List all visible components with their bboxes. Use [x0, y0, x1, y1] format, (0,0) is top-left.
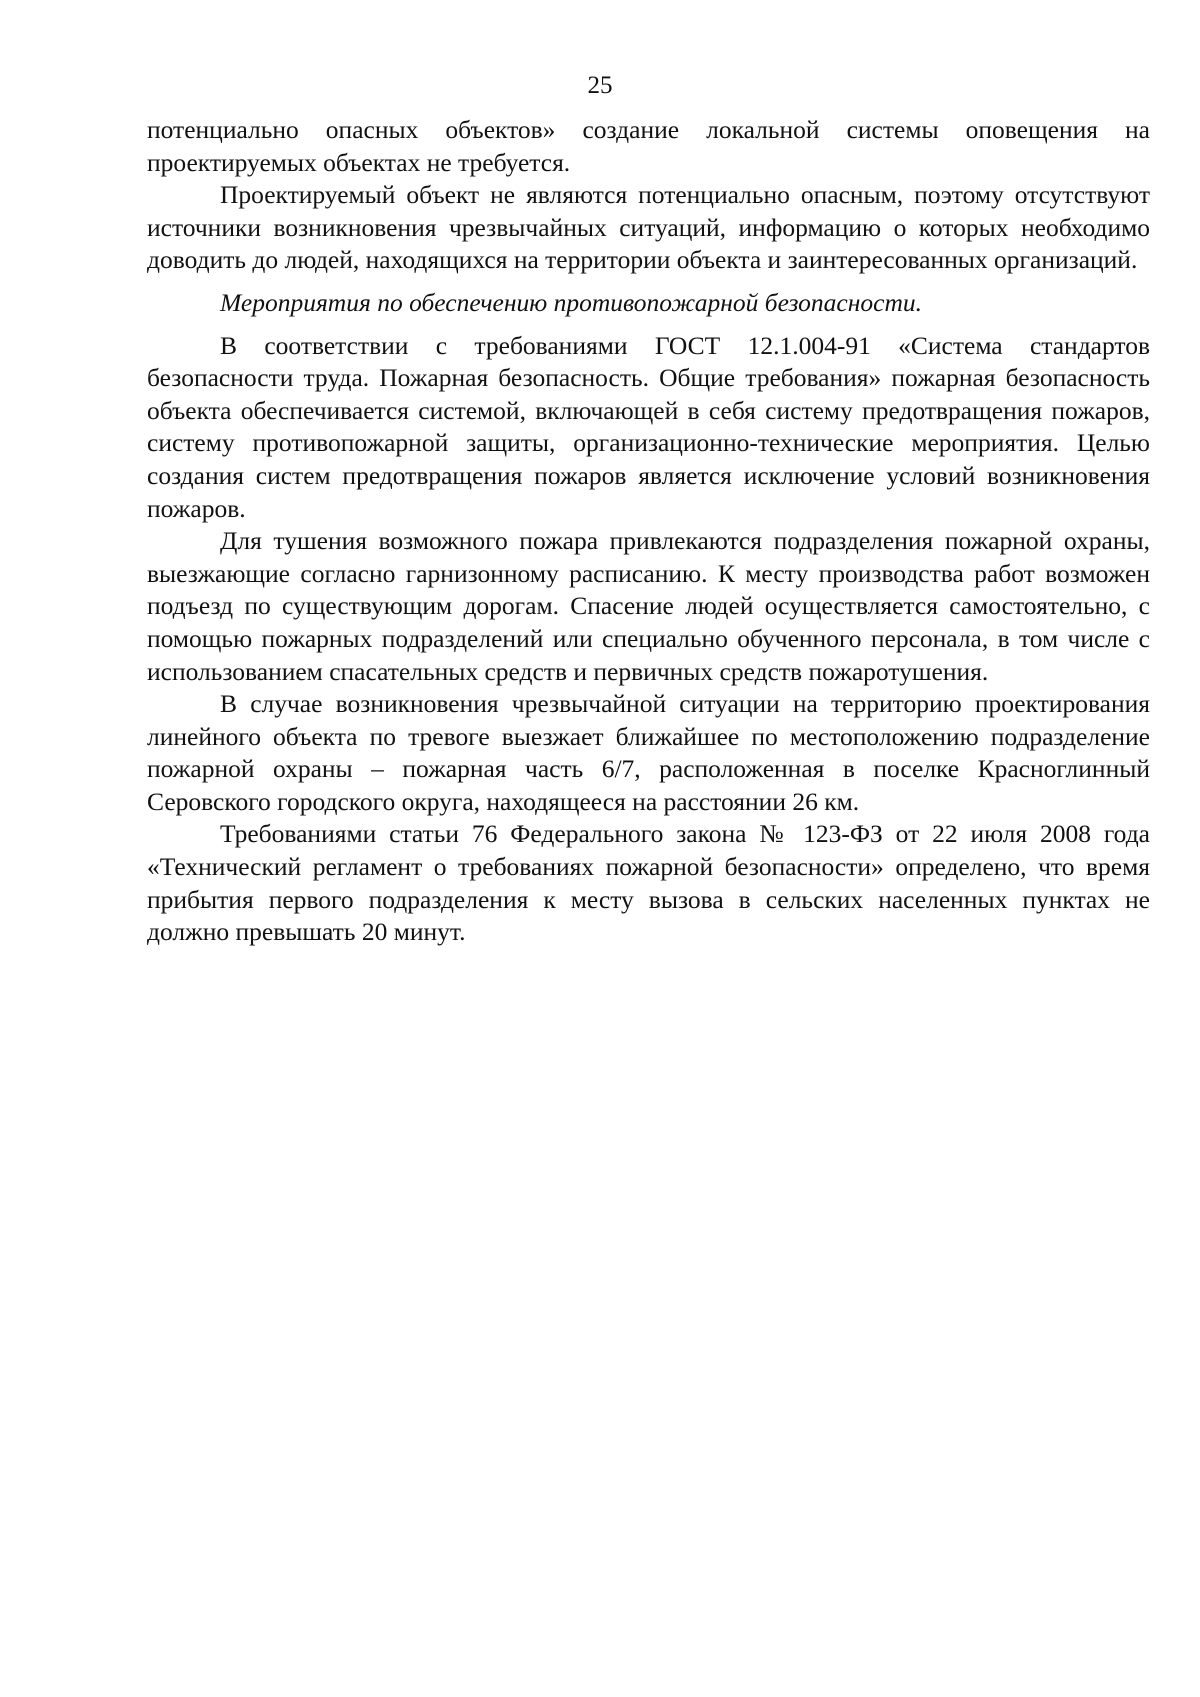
paragraph: Для тушения возможного пожара привлекаются подразделения пожарной охраны, выезжающие согласно гарнизонному расписанию. К месту производства работ возможен подъезд по существующим дорогам. Спасение людей осуществляется самостоятельно, с помощью пожарных подразделений или специально обученного персонала, в том числе с использованием спасательных средств и первичных средств пожаротушения.: [147, 526, 1150, 686]
paragraph: Проектируемый объект не являются потенциально опасным, поэтому отсутствуют источники возникновения чрезвычайных ситуаций, информацию о которых необходимо доводить до людей, находящихся на территории объекта и заинтересованных организаций.: [147, 180, 1150, 275]
paragraph: В соответствии с требованиями ГОСТ 12.1.004-91 «Система стандартов безопасности труда. Пожарная безопасность. Общие требования» пожарная безопасность объекта обеспечивается системой, включающей в себя систему предотвращения пожаров, систему противопожарной защиты, организационно-технические мероприятия. Целью создания систем предотвращения пожаров является исключение условий возникновения пожаров.: [147, 330, 1150, 523]
paragraph: Требованиями статьи 76 Федерального закона № 123-ФЗ от 22 июля 2008 года «Технический регламент о требованиях пожарной безопасности» определено, что время прибытия первого подразделения к месту вызова в сельских населенных пунктах не должно превышать 20 минут.: [147, 819, 1150, 947]
page-number: 25: [587, 72, 613, 99]
section-heading: Мероприятия по обеспечению противопожарной безопасности.: [220, 287, 922, 317]
paragraph: В случае возникновения чрезвычайной ситуации на территорию проектирования линейного объекта по тревоге выезжает ближайшее по местоположению подразделение пожарной охраны – пожарная часть 6/7, расположенная в поселке Красноглинный Серовского городского округа, находящееся на расстоянии 26 км.: [147, 689, 1150, 816]
paragraph-continuation: потенциально опасных объектов» создание локальной системы оповещения на проектируемых объектах не требуется.: [147, 115, 1150, 177]
document-body: [147, 114, 1150, 949]
